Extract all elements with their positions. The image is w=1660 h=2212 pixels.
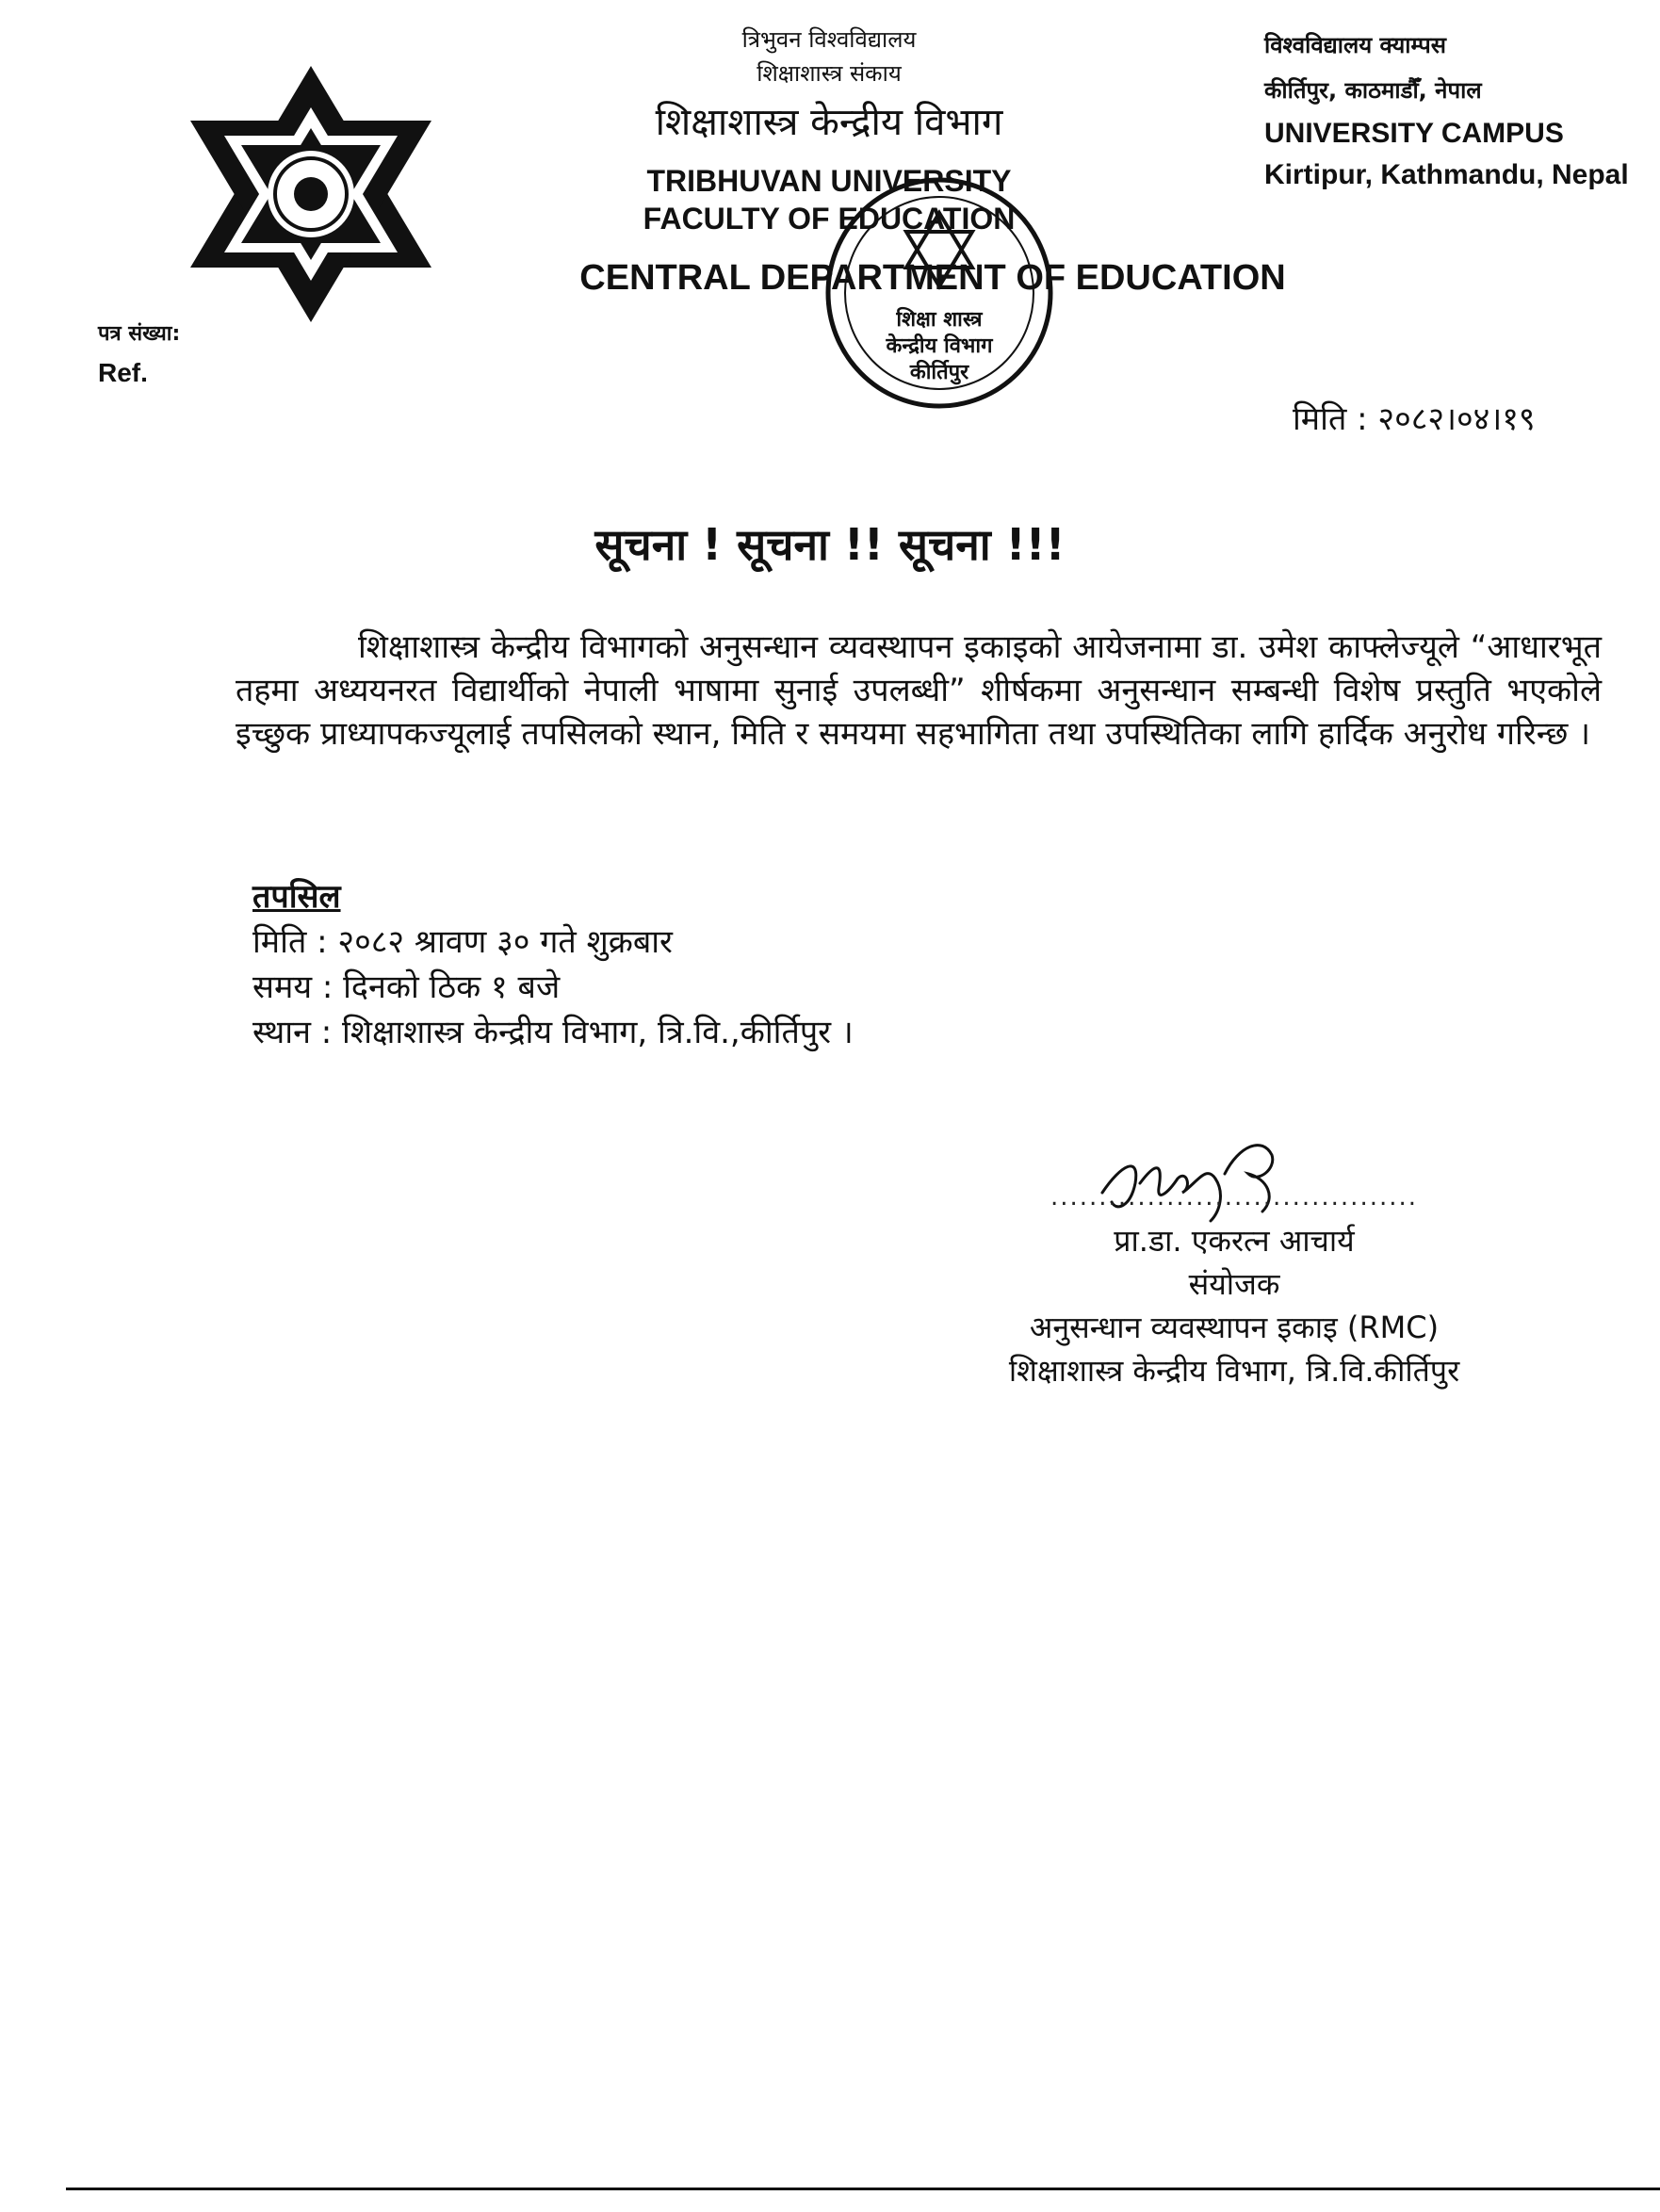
signatory-unit: अनुसन्धान व्यवस्थापन इकाइ (RMC) xyxy=(1029,1309,1440,1345)
star-emblem-icon xyxy=(179,62,443,326)
signatory-name: प्रा.डा. एकरत्न आचार्य xyxy=(1114,1223,1355,1259)
signature-dotted-line: ...................................... xyxy=(1050,1183,1419,1212)
header-campus-english: UNIVERSITY CAMPUS xyxy=(1264,118,1564,149)
signatory-title: संयोजक xyxy=(1188,1266,1280,1302)
signature-block xyxy=(942,1176,1526,1392)
ref-label-devanagari: पत्र संख्या: xyxy=(98,322,181,346)
details-place: स्थान : शिक्षाशास्त्र केन्द्रीय विभाग, त्रि.वि.,कीर्तिपुर । xyxy=(252,1014,854,1051)
details-section xyxy=(252,874,854,1055)
letter-date: मिति : २०८२।०४।१९ xyxy=(1293,400,1536,438)
details-time: समय : दिनको ठिक १ बजे xyxy=(252,968,561,1006)
header-location-devanagari: कीर्तिपुर, काठमाडौँ, नेपाल xyxy=(1264,77,1482,104)
header-department-devanagari: शिक्षाशास्त्र केन्द्रीय विभाग xyxy=(655,101,1003,144)
right-header xyxy=(1264,23,1660,196)
details-heading: तपसिल xyxy=(252,878,341,916)
header-faculty-english: FACULTY OF EDUCATION xyxy=(643,202,1016,236)
notice-title: सूचना ! सूचना !! सूचना !!! xyxy=(594,519,1066,570)
ref-label-english: Ref. xyxy=(98,358,148,387)
details-date: मिति : २०८२ श्रावण ३० गते शुक्रबार xyxy=(252,923,673,961)
department-stamp xyxy=(822,175,1057,411)
signatory-department: शिक्षाशास्त्र केन्द्रीय विभाग, त्रि.वि.कीर्तिपुर xyxy=(1008,1353,1460,1389)
stamp-line-1: शिक्षा शास्त्र xyxy=(896,308,983,332)
university-logo xyxy=(179,62,443,326)
stamp-line-2: केन्द्रीय विभाग xyxy=(886,334,993,358)
header-university-devanagari: त्रिभुवन विश्वविद्यालय xyxy=(741,26,917,53)
header-department-english: CENTRAL DEPARTMENT OF EDUCATION xyxy=(579,258,1286,298)
header-campus-devanagari: विश्वविद्यालय क्याम्पस xyxy=(1264,32,1447,58)
header-faculty-devanagari: शिक्षाशास्त्र संकाय xyxy=(757,60,902,87)
stamp-line-3: कीर्तिपुर xyxy=(909,361,969,384)
header-location-english: Kirtipur, Kathmandu, Nepal xyxy=(1264,159,1629,190)
notice-body: शिक्षाशास्त्र केन्द्रीय विभागको अनुसन्धान व्यवस्थापन इकाइको आयेजनामा डा. उमेश काफ्लेज्यूले “आधारभूत तहमा अध्ययनरत विद्यार्थीको नेपाली भाषामा सुनाई उपलब्धी” शीर्षकमा अनुसन्धान सम्बन्धी विशेष प्रस्तुति भएकोले इच्छुक प्राध्यापकज्यूलाई तपसिलको स्थान, मिति र समयमा सहभागिता तथा उपस्थितिका लागि हार्दिक अनुरोध गरिन्छ । xyxy=(236,628,1602,753)
header-university-english: TRIBHUVAN UNIVERSITY xyxy=(646,164,1012,198)
footer-divider xyxy=(66,2188,1660,2190)
